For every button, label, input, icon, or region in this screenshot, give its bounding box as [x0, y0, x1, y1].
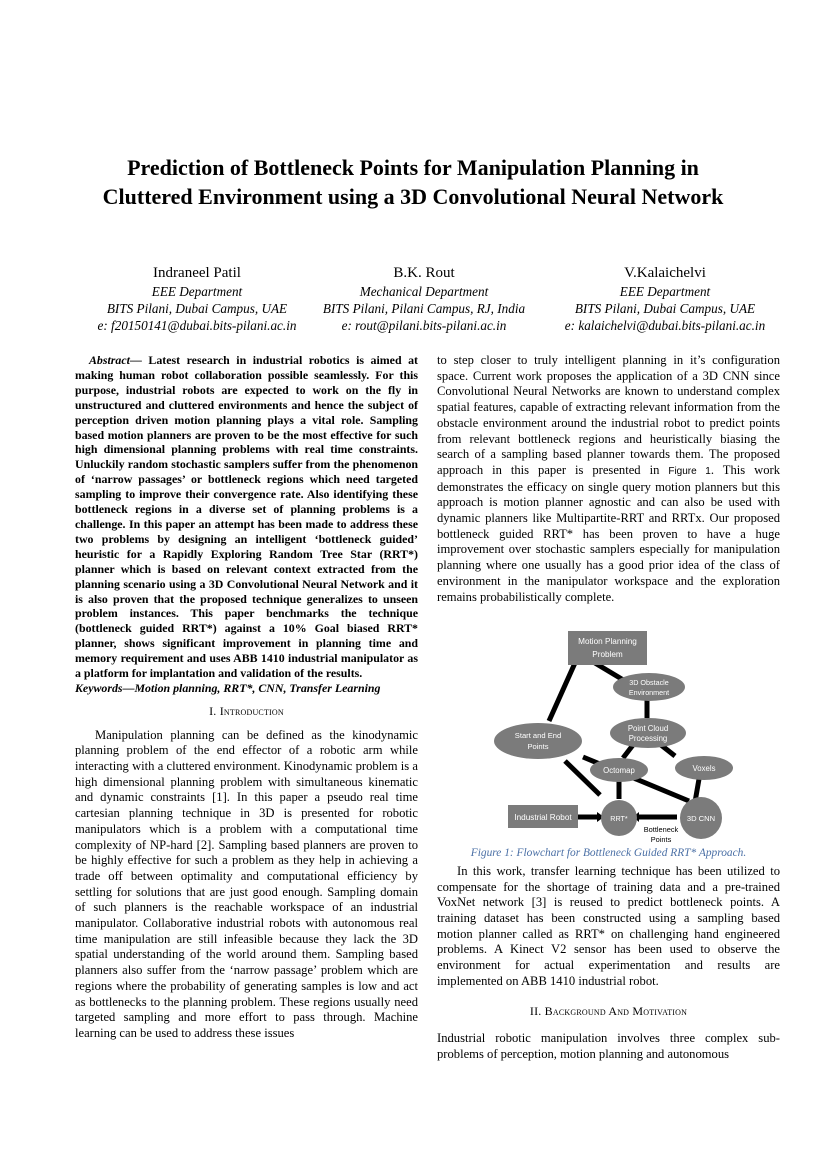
node-label: Processing — [628, 734, 668, 744]
node-label: Start and End — [514, 731, 562, 741]
introduction-text: Manipulation planning can be defined as the kinodynamic planning problem of the end effector of a robotic arm while interacting with a cluttered environment. Kinodynamic problem is a high dimensional planning problem with simultaneous kinematic and dynamic constraints [1]. In this paper a pseudo real time cartesian planning technique in 3D is presented for robotic manipulators which is a problem with a computational time complexity of NP-hard [2]. Sampling based planners are proven to be highly effective for such a problem as they help in achieving a trade off between optimality and computational efficiency by settling for solutions that are just good enough. Sampling domain of such planners is the reachable workspace of an industrial manipulator. Collaborative industrial robots with autonomous real time manipulation are still infeasible because they lack the 3D spatial understanding of the world around them. Sampling based planners also suffer from the ‘narrow passage’ problem which are regions where the probability of generating samples is low and act as bottlenecks to the planning problem. These regions usually need targeted sampling and more effort to pass through. Machine learning can be used to address these issues — [75, 727, 418, 1040]
right-column — [437, 353, 780, 1063]
author-department: EEE Department — [151, 284, 243, 299]
author-1 — [72, 264, 322, 334]
intro-continued-text — [437, 353, 780, 605]
author-3 — [540, 264, 790, 334]
node-label: Industrial Robot — [514, 813, 572, 823]
keywords: Keywords—Motion planning, RRT*, CNN, Transfer Learning — [75, 680, 381, 695]
author-affiliation: BITS Pilani, Dubai Campus, UAE — [106, 301, 288, 316]
figure-flowchart — [437, 619, 782, 844]
paper-title: Prediction of Bottleneck Points for Manipulation Planning in Cluttered Environment using a 3D Convolutional Neural Network — [102, 155, 724, 209]
abstract — [75, 353, 418, 681]
author-email: e: kalaichelvi@dubai.bits-pilani.ac.in — [564, 318, 766, 333]
node-label: RRT* — [610, 814, 628, 824]
edge-label-bottleneck: Bottleneck — [643, 825, 679, 835]
transfer-learning-text: In this work, transfer learning technique has been utilized to compensate for the shortage of training data and a pre-trained VoxNet network [3] is reused to predict bottleneck points. A training dataset has been constructed using a sampling based motion planner called as RRT* on challenging hand engineered problems. A Kinect V2 sensor has been used to observe the environment for actual experimentation and results are implemented on ABB 1410 industrial robot. — [437, 863, 780, 988]
node-label: Motion Planning — [578, 637, 637, 647]
figure-reference: Figure 1 — [668, 465, 711, 477]
abstract-text: Latest research in industrial robotics is aimed at making human robot collaboration possible seamlessly. For this purpose, industrial robots are expected to work on the fly in unstructured and cluttered environments and hence the subject of perception driven motion planning plays a vital role. Sampling based motion planners are proven to be the most effective for such high dimensional planning problems with real time constraints. Unluckily random stochastic samplers suffer from the phenomenon of ‘narrow passages’ or bottleneck regions which need targeted sampling to improve their convergence rate. Also identifying these bottleneck regions in a diverse set of planning problems is a challenge. In this paper an attempt has been made to address these two problems by designing an intelligent ‘bottleneck guided’ heuristic for a Rapidly Exploring Random Tree Star (RRT*) planner which is based on relevant context extracted from the planning scenario using a 3D Convolutional Neural Network and it is also proven that the proposed technique generalizes to unseen problem instances. This paper benchmarks the technique (bottleneck guided RRT*) against a 10% Goal biased RRT* planner, shows significant improvement in planning time and memory requirement and uses ABB 1410 industrial manipulator as a platform for implantation and validation of the results. — [75, 353, 418, 681]
node-label: Voxels — [692, 764, 716, 774]
flowchart-diagram — [437, 619, 782, 844]
author-name: B.K. Rout — [393, 265, 455, 281]
author-2 — [299, 264, 549, 334]
intro-text-part: to step closer to truly intelligent planning in it’s configuration space. Current work proposes the application of a 3D CNN since Convolutional Neural Networks are known to understand complex spatial features, capable of extracting relevant information from the obstacle environment around the industrial robot to predict points from relevant bottleneck regions and heuristically biasing the search of a sampling based planner towards them. The proposed approach in this paper is presented in — [437, 353, 780, 477]
author-affiliation: BITS Pilani, Pilani Campus, RJ, India — [322, 301, 526, 316]
node-label: Points — [527, 742, 549, 752]
author-email: e: f20150141@dubai.bits-pilani.ac.in — [97, 318, 297, 333]
intro-text-part: . This work demonstrates the efficacy on single query motion planners but this approach is motion planner agnostic and can also be used with dynamic planners like Multipartite-RRT and RRTx. Our proposed bottleneck guided RRT* has been proven to have a huge improvement over stochastic samplers especially for manipulation planning where one usually has a good prior idea of the class of environment in the manipulator workspace and the exploration remains probabilistically complete. — [437, 462, 780, 604]
section-heading-background: II. Background And Motivation — [529, 1003, 688, 1018]
figure-caption: Figure 1: Flowchart for Bottleneck Guided RRT* Approach. — [470, 847, 747, 860]
abstract-label: Abstract— — [89, 353, 142, 367]
author-email: e: rout@pilani.bits-pilani.ac.in — [341, 318, 507, 333]
edge-pointcloud-to-octomap — [623, 745, 633, 758]
node-point-cloud-processing — [610, 718, 686, 748]
section-heading-introduction: I. Introduction — [209, 703, 284, 718]
author-name: V.Kalaichelvi — [624, 265, 706, 281]
author-department: EEE Department — [619, 284, 711, 299]
author-name: Indraneel Patil — [153, 265, 241, 281]
left-column — [75, 353, 418, 1042]
node-label: Problem — [592, 650, 623, 660]
author-department: Mechanical Department — [359, 284, 489, 299]
edge-label-points: Points — [650, 835, 672, 845]
node-label: Octomap — [603, 766, 635, 776]
background-text: Industrial robotic manipulation involves three complex sub-problems of perception, motion planning and autonomous — [437, 1031, 780, 1061]
node-start-and-end-points — [494, 723, 582, 759]
node-label: Point Cloud — [627, 724, 669, 734]
node-label: Environment — [628, 688, 670, 698]
node-label: 3D CNN — [686, 814, 716, 824]
author-affiliation: BITS Pilani, Dubai Campus, UAE — [574, 301, 756, 316]
node-label: 3D Obstacle — [629, 678, 669, 688]
